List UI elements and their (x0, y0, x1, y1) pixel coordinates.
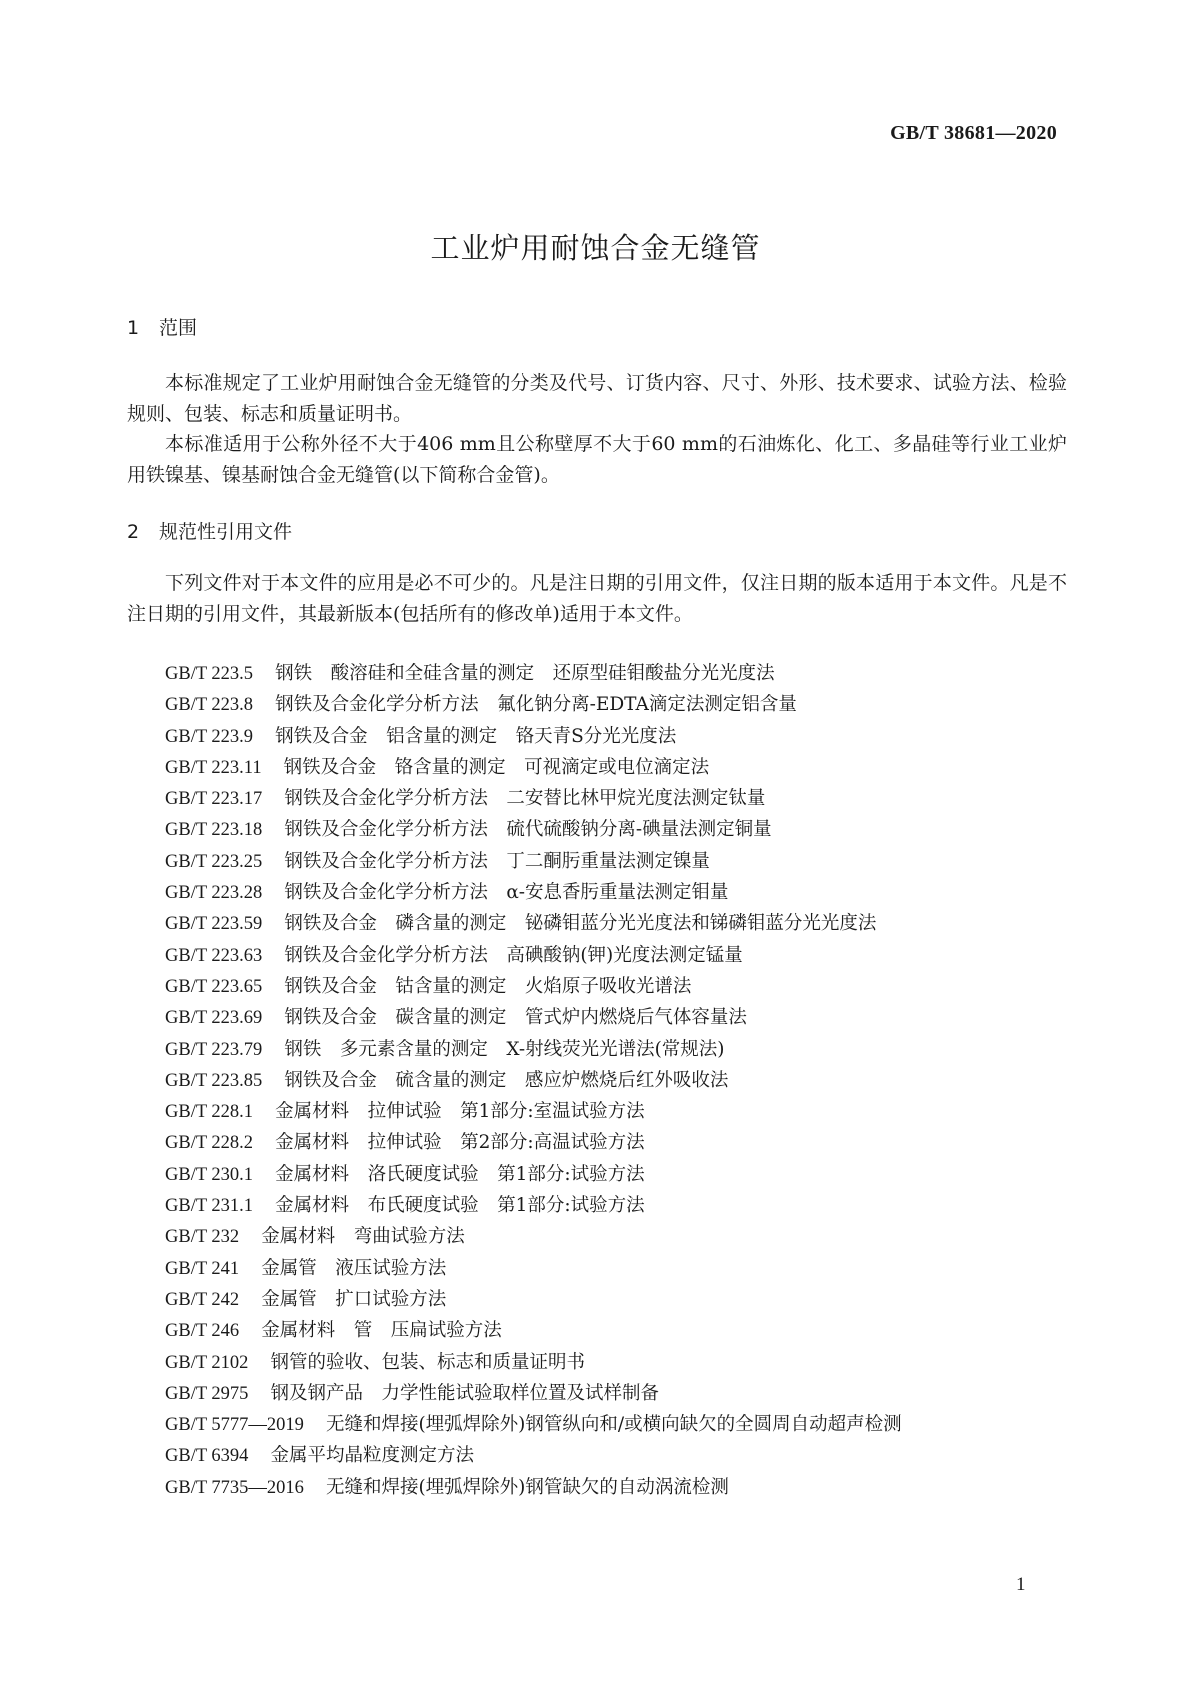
reference-code: GB/T 223.69 (165, 1008, 263, 1029)
reference-code: GB/T 230.1 (165, 1164, 254, 1185)
reference-title: 无缝和焊接(埋弧焊除外)钢管缺欠的自动涡流检测 (325, 1476, 729, 1498)
section-title: 范围 (159, 317, 198, 339)
reference-title: 钢铁及合金化学分析方法 高碘酸钠(钾)光度法测定锰量 (284, 944, 743, 966)
reference-title: 钢铁及合金化学分析方法 二安替比林甲烷光度法测定钛量 (284, 788, 766, 810)
reference-code: GB/T 223.5 (165, 664, 254, 684)
reference-code: GB/T 223.25 (165, 851, 263, 872)
reference-code: GB/T 7735—2016 (165, 1477, 304, 1498)
reference-item (165, 1347, 902, 1378)
reference-code: GB/T 223.8 (165, 695, 254, 716)
reference-title: 钢铁及合金 硫含量的测定 感应炉燃烧后红外吸收法 (284, 1069, 729, 1091)
reference-title: 钢铁及合金 铝含量的测定 铬天青S分光光度法 (275, 725, 677, 747)
reference-item (165, 1253, 902, 1284)
section-title: 规范性引用文件 (159, 521, 293, 543)
scope-paragraph-1: 本标准规定了工业炉用耐蚀合金无缝管的分类及代号、订货内容、尺寸、外形、技术要求、试验方法、检验规则、包装、标志和质量证明书。 (127, 372, 1067, 425)
reference-title: 钢铁及合金 磷含量的测定 铋磷钼蓝分光光度法和锑磷钼蓝分光光度法 (284, 913, 877, 935)
reference-item (165, 1472, 902, 1503)
reference-title: 钢铁 多元素含量的测定 X-射线荧光光谱法(常规法) (284, 1038, 725, 1060)
reference-title: 金属材料 拉伸试验 第2部分:高温试验方法 (275, 1132, 645, 1154)
reference-title: 金属材料 管 压扁试验方法 (261, 1320, 502, 1342)
reference-item (165, 1065, 902, 1096)
section-1-heading (127, 313, 197, 340)
reference-title: 无缝和焊接(埋弧焊除外)钢管纵向和/或横向缺欠的全圆周自动超声检测 (325, 1414, 902, 1436)
reference-item (165, 721, 902, 752)
reference-title: 钢及钢产品 力学性能试验取样位置及试样制备 (270, 1382, 659, 1404)
reference-code: GB/T 223.63 (165, 945, 263, 966)
reference-title: 钢铁及合金化学分析方法 硫代硫酸钠分离-碘量法测定铜量 (284, 819, 772, 841)
section-2-heading (127, 517, 292, 544)
scope-paragraph-2: 本标准适用于公称外径不大于406 mm且公称壁厚不大于60 mm的石油炼化、化工、多晶硅等行业工业炉用铁镍基、镍基耐蚀合金无缝管(以下简称合金管)。 (127, 433, 1067, 486)
reference-item (165, 1284, 902, 1315)
reference-title: 金属管 扩口试验方法 (261, 1288, 447, 1310)
reference-title: 金属材料 弯曲试验方法 (261, 1226, 465, 1248)
reference-code: GB/T 223.79 (165, 1039, 263, 1060)
reference-code: GB/T 223.17 (165, 789, 263, 810)
reference-title: 金属管 液压试验方法 (261, 1257, 447, 1279)
reference-code: GB/T 223.18 (165, 820, 263, 841)
reference-title: 钢铁及合金 碳含量的测定 管式炉内燃烧后气体容量法 (284, 1007, 747, 1029)
reference-title: 钢铁及合金化学分析方法 丁二酮肟重量法测定镍量 (284, 850, 710, 872)
reference-code: GB/T 232 (165, 1227, 240, 1248)
reference-item (165, 940, 902, 971)
reference-code: GB/T 246 (165, 1321, 240, 1342)
reference-code: GB/T 2975 (165, 1383, 249, 1404)
reference-item (165, 1378, 902, 1409)
reference-code: GB/T 2102 (165, 1352, 249, 1373)
section-number: 2 (127, 521, 140, 543)
reference-item (165, 1127, 902, 1158)
reference-item (165, 846, 902, 877)
reference-title: 钢铁及合金化学分析方法 α-安息香肟重量法测定钼量 (284, 882, 729, 904)
reference-item (165, 1409, 902, 1440)
reference-code: GB/T 5777—2019 (165, 1415, 304, 1436)
reference-item (165, 1096, 902, 1127)
reference-title: 钢铁及合金化学分析方法 氟化钠分离-EDTA滴定法测定铝含量 (275, 694, 797, 716)
reference-code: GB/T 223.11 (165, 757, 262, 778)
reference-code: GB/T 231.1 (165, 1196, 254, 1217)
reference-title: 钢铁及合金 钴含量的测定 火焰原子吸收光谱法 (284, 975, 692, 997)
reference-code: GB/T 223.59 (165, 914, 263, 935)
reference-item (165, 783, 902, 814)
document-title: 工业炉用耐蚀合金无缝管 (430, 231, 761, 265)
section-number: 1 (127, 317, 140, 339)
standard-code: GB/T 38681—2020 (890, 122, 1057, 144)
reference-item (165, 752, 902, 783)
reference-title: 金属材料 拉伸试验 第1部分:室温试验方法 (275, 1101, 645, 1123)
reference-code: GB/T 223.85 (165, 1070, 263, 1091)
reference-item (165, 877, 902, 908)
reference-item (165, 1159, 902, 1190)
reference-item (165, 971, 902, 1002)
reference-item (165, 689, 902, 720)
reference-title: 钢铁 酸溶硅和全硅含量的测定 还原型硅钼酸盐分光光度法 (275, 663, 775, 684)
reference-code: GB/T 223.28 (165, 883, 263, 904)
reference-code: GB/T 228.1 (165, 1102, 254, 1123)
reference-title: 钢管的验收、包装、标志和质量证明书 (270, 1351, 585, 1373)
reference-title: 金属平均晶粒度测定方法 (270, 1445, 474, 1467)
reference-code: GB/T 223.65 (165, 976, 263, 997)
reference-code: GB/T 242 (165, 1289, 240, 1310)
reference-item (165, 658, 902, 689)
reference-item (165, 1221, 902, 1252)
reference-item (165, 1034, 902, 1065)
reference-title: 金属材料 洛氏硬度试验 第1部分:试验方法 (275, 1163, 645, 1185)
references-intro-paragraph: 下列文件对于本文件的应用是必不可少的。凡是注日期的引用文件，仅注日期的版本适用于本文件。凡是不注日期的引用文件，其最新版本(包括所有的修改单)适用于本文件。 (127, 572, 1067, 625)
reference-item (165, 1440, 902, 1471)
reference-item (165, 1315, 902, 1346)
reference-item (165, 1002, 902, 1033)
reference-item (165, 1190, 902, 1221)
normative-reference-list (165, 658, 902, 1503)
reference-code: GB/T 241 (165, 1258, 240, 1279)
reference-title: 钢铁及合金 铬含量的测定 可视滴定或电位滴定法 (283, 756, 710, 778)
reference-title: 金属材料 布氏硬度试验 第1部分:试验方法 (275, 1195, 645, 1217)
reference-code: GB/T 228.2 (165, 1133, 254, 1154)
reference-code: GB/T 6394 (165, 1446, 249, 1467)
reference-item (165, 814, 902, 845)
page-number: 1 (1016, 1574, 1026, 1595)
reference-code: GB/T 223.9 (165, 726, 254, 747)
reference-item (165, 908, 902, 939)
